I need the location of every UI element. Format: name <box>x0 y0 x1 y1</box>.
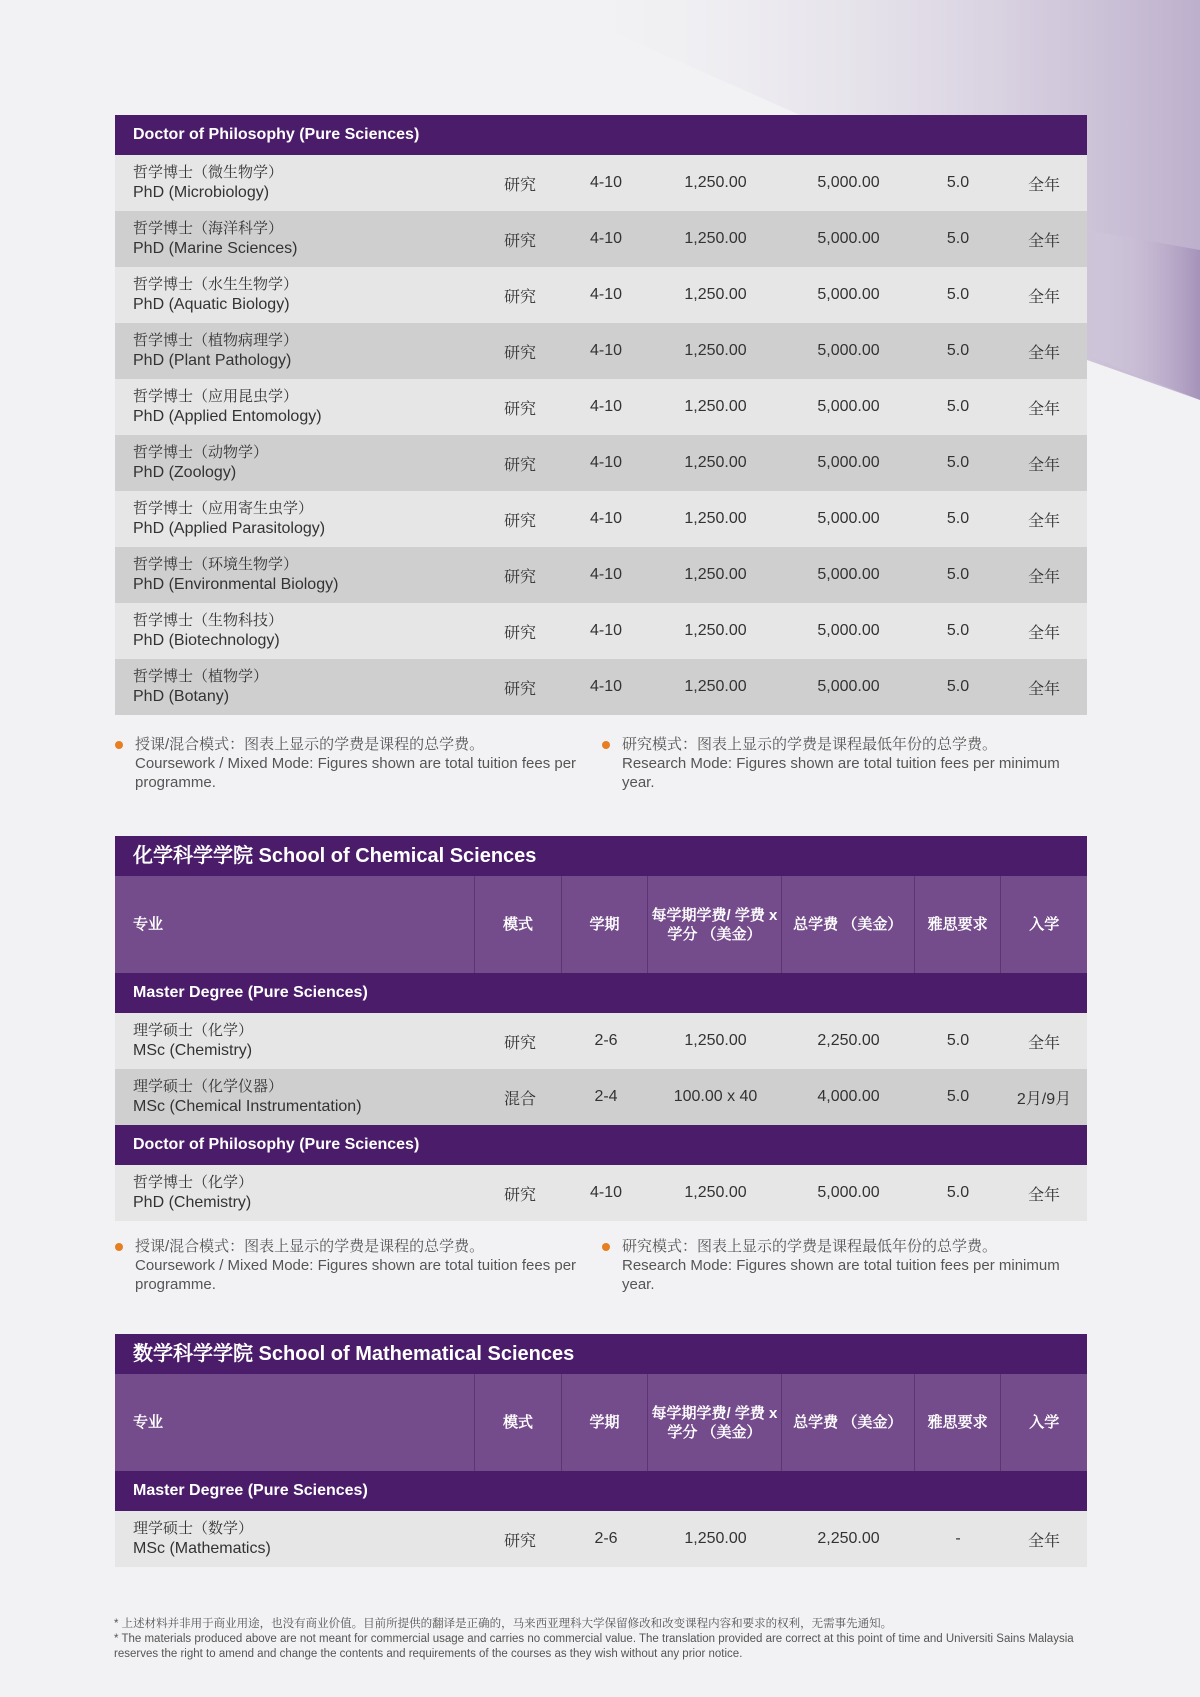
mode-cell: 研究 <box>503 1186 536 1204</box>
programme-name <box>115 155 477 211</box>
mode-cell: 研究 <box>503 400 536 418</box>
coursework-note: 授课/混合模式：图表上显示的学费是课程的总学费。 Coursework / Mixed Mode: Figures shown are total tuition fees per programme. <box>115 735 585 792</box>
programme-name-zh: 哲学博士（微生物学） <box>133 164 284 181</box>
total-fee-cell: 2,250.00 <box>817 1032 880 1049</box>
total-fee-cell: 5,000.00 <box>817 342 880 359</box>
table-row <box>115 1013 1087 1069</box>
term-cell: 4-10 <box>589 678 623 695</box>
term-cell: 4-10 <box>589 1184 623 1201</box>
bullet-icon <box>602 1243 610 1251</box>
programme-name-zh: 理学硕士（化学） <box>133 1022 254 1039</box>
programme-name-en: PhD (Applied Entomology) <box>133 408 322 425</box>
mode-cell: 研究 <box>503 288 536 306</box>
col-header-term: 学期 <box>562 876 649 973</box>
mode-cell: 研究 <box>503 624 536 642</box>
programme-name <box>115 379 477 435</box>
ielts-cell: 5.0 <box>946 230 970 247</box>
bullet-icon <box>115 1243 123 1251</box>
col-header-name: 专业 <box>115 1374 475 1471</box>
fee-cell: 1,250.00 <box>684 174 747 191</box>
programme-name <box>115 1013 477 1069</box>
chemical-sciences-table <box>115 836 1087 1221</box>
table-row <box>115 323 1087 379</box>
programme-name <box>115 1511 477 1567</box>
term-cell: 4-10 <box>589 230 623 247</box>
programme-name-zh: 哲学博士（海洋科学） <box>133 220 284 237</box>
disclaimer-zh: * 上述材料并非用于商业用途，也没有商业价值。目前所提供的翻译是正确的，马来西亚理科大学保留修改和改变课程内容和要求的权利，无需事先通知。 <box>114 1618 893 1630</box>
intake-cell: 全年 <box>1027 680 1060 698</box>
degree-title: Master Degree (Pure Sciences) <box>115 973 1087 1013</box>
term-cell: 2-6 <box>594 1032 618 1049</box>
total-fee-cell: 5,000.00 <box>817 174 880 191</box>
total-fee-cell: 5,000.00 <box>817 286 880 303</box>
programme-name-zh: 哲学博士（应用寄生虫学） <box>133 500 314 517</box>
degree-title: Master Degree (Pure Sciences) <box>115 1471 1087 1511</box>
ielts-cell: 5.0 <box>946 398 970 415</box>
programme-name <box>115 435 477 491</box>
programme-name <box>115 267 477 323</box>
programme-name <box>115 659 477 715</box>
programme-name <box>115 491 477 547</box>
total-fee-cell: 5,000.00 <box>817 1184 880 1201</box>
table-header <box>115 1374 1087 1471</box>
school-title: 化学科学学院 School of Chemical Sciences <box>115 836 1087 876</box>
table-row <box>115 211 1087 267</box>
programme-name <box>115 1165 477 1221</box>
fee-cell: 1,250.00 <box>684 566 747 583</box>
disclaimer-footer <box>114 1617 1094 1662</box>
ielts-cell: 5.0 <box>946 566 970 583</box>
fee-cell: 1,250.00 <box>684 286 747 303</box>
programme-name-zh: 哲学博士（应用昆虫学） <box>133 388 299 405</box>
programme-name-zh: 理学硕士（化学仪器） <box>133 1078 284 1095</box>
fee-cell: 1,250.00 <box>684 678 747 695</box>
term-cell: 4-10 <box>589 622 623 639</box>
fee-cell: 1,250.00 <box>684 342 747 359</box>
coursework-note: 授课/混合模式：图表上显示的学费是课程的总学费。 Coursework / Mixed Mode: Figures shown are total tuition fees per programme. <box>115 1237 585 1294</box>
programme-name-en: PhD (Biotechnology) <box>133 632 280 649</box>
table-row <box>115 603 1087 659</box>
programme-name <box>115 603 477 659</box>
col-header-ielts: 雅思要求 <box>915 1374 1002 1471</box>
mode-cell: 研究 <box>503 344 536 362</box>
programme-name-zh: 哲学博士（植物学） <box>133 668 269 685</box>
total-fee-cell: 5,000.00 <box>817 510 880 527</box>
mode-cell: 研究 <box>503 568 536 586</box>
intake-cell: 全年 <box>1027 176 1060 194</box>
ielts-cell: - <box>955 1530 961 1547</box>
mode-cell: 研究 <box>503 176 536 194</box>
total-fee-cell: 2,250.00 <box>817 1530 880 1547</box>
mode-cell: 研究 <box>503 456 536 474</box>
term-cell: 4-10 <box>589 342 623 359</box>
table-row <box>115 379 1087 435</box>
programme-name <box>115 1069 477 1125</box>
research-note: 研究模式：图表上显示的学费是课程最低年份的总学费。 Research Mode: Figures shown are total tuition fees per minimum year. <box>602 735 1072 792</box>
bullet-icon <box>115 741 123 749</box>
intake-cell: 全年 <box>1027 232 1060 250</box>
degree-title: Doctor of Philosophy (Pure Sciences) <box>115 115 1087 155</box>
ielts-cell: 5.0 <box>946 678 970 695</box>
fee-cell: 1,250.00 <box>684 1032 747 1049</box>
col-header-total: 总学费 （美金） <box>782 876 915 973</box>
table-header <box>115 876 1087 973</box>
table-row <box>115 435 1087 491</box>
programme-name-en: PhD (Aquatic Biology) <box>133 296 290 313</box>
mode-cell: 研究 <box>503 1034 536 1052</box>
programme-name-en: PhD (Chemistry) <box>133 1194 252 1211</box>
intake-cell: 2月/9月 <box>1016 1090 1072 1108</box>
intake-cell: 全年 <box>1027 288 1060 306</box>
fee-cell: 1,250.00 <box>684 1530 747 1547</box>
mode-cell: 研究 <box>503 512 536 530</box>
col-header-total: 总学费 （美金） <box>782 1374 915 1471</box>
programme-name-zh: 哲学博士（动物学） <box>133 444 269 461</box>
programme-name-zh: 哲学博士（化学） <box>133 1174 254 1191</box>
mode-cell: 研究 <box>503 232 536 250</box>
fee-cell: 1,250.00 <box>684 1184 747 1201</box>
programme-name-en: PhD (Plant Pathology) <box>133 352 292 369</box>
ielts-cell: 5.0 <box>946 1184 970 1201</box>
col-header-ielts: 雅思要求 <box>915 876 1002 973</box>
table-row <box>115 267 1087 323</box>
programme-name-en: PhD (Applied Parasitology) <box>133 520 326 537</box>
intake-cell: 全年 <box>1027 400 1060 418</box>
total-fee-cell: 5,000.00 <box>817 678 880 695</box>
term-cell: 4-10 <box>589 510 623 527</box>
bullet-icon <box>602 741 610 749</box>
term-cell: 2-4 <box>594 1088 618 1105</box>
ielts-cell: 5.0 <box>946 622 970 639</box>
ielts-cell: 5.0 <box>946 342 970 359</box>
mode-cell: 混合 <box>503 1090 536 1108</box>
programme-name-zh: 哲学博士（环境生物学） <box>133 556 299 573</box>
term-cell: 4-10 <box>589 398 623 415</box>
table-row <box>115 155 1087 211</box>
fee-cell: 100.00 x 40 <box>673 1088 758 1105</box>
programme-name-zh: 哲学博士（生物科技） <box>133 612 284 629</box>
table-row <box>115 491 1087 547</box>
term-cell: 4-10 <box>589 454 623 471</box>
mode-cell: 研究 <box>503 1532 536 1550</box>
intake-cell: 全年 <box>1027 344 1060 362</box>
fee-cell: 1,250.00 <box>684 622 747 639</box>
table-row <box>115 659 1087 715</box>
col-header-mode: 模式 <box>475 876 562 973</box>
degree-title: Doctor of Philosophy (Pure Sciences) <box>115 1125 1087 1165</box>
ielts-cell: 5.0 <box>946 1088 970 1105</box>
intake-cell: 全年 <box>1027 456 1060 474</box>
fee-cell: 1,250.00 <box>684 230 747 247</box>
col-header-name: 专业 <box>115 876 475 973</box>
research-note: 研究模式：图表上显示的学费是课程最低年份的总学费。 Research Mode: Figures shown are total tuition fees per minimum year. <box>602 1237 1072 1294</box>
intake-cell: 全年 <box>1027 624 1060 642</box>
intake-cell: 全年 <box>1027 1186 1060 1204</box>
term-cell: 4-10 <box>589 174 623 191</box>
col-header-fee: 每学期学费/ 学费 x 学分 （美金） <box>648 1374 781 1471</box>
school-title: 数学科学学院 School of Mathematical Sciences <box>115 1334 1087 1374</box>
intake-cell: 全年 <box>1027 568 1060 586</box>
table-row <box>115 1069 1087 1125</box>
disclaimer-en: * The materials produced above are not meant for commercial usage and carries no commercial value. The translation provided are correct at this point of time and Universiti Sains Malaysia reserves the right to amend and change the contents and requirements of the courses as they wish without any prior notice. <box>114 1633 1074 1660</box>
programme-name-en: MSc (Mathematics) <box>133 1540 271 1557</box>
fee-cell: 1,250.00 <box>684 398 747 415</box>
total-fee-cell: 5,000.00 <box>817 566 880 583</box>
total-fee-cell: 5,000.00 <box>817 454 880 471</box>
ielts-cell: 5.0 <box>946 286 970 303</box>
term-cell: 4-10 <box>589 566 623 583</box>
programme-name-en: PhD (Environmental Biology) <box>133 576 339 593</box>
programme-name <box>115 547 477 603</box>
programme-name <box>115 211 477 267</box>
fee-cell: 1,250.00 <box>684 454 747 471</box>
phd-pure-sciences-table <box>115 115 1087 715</box>
term-cell: 2-6 <box>594 1530 618 1547</box>
intake-cell: 全年 <box>1027 512 1060 530</box>
programme-name-en: PhD (Microbiology) <box>133 184 270 201</box>
fee-notes-1 <box>115 735 1087 792</box>
mathematical-sciences-table <box>115 1334 1087 1567</box>
programme-name-en: PhD (Marine Sciences) <box>133 240 298 257</box>
ielts-cell: 5.0 <box>946 510 970 527</box>
mode-cell: 研究 <box>503 680 536 698</box>
programme-name-zh: 哲学博士（水生生物学） <box>133 276 299 293</box>
programme-name-en: MSc (Chemistry) <box>133 1042 253 1059</box>
fee-notes-2 <box>115 1237 1087 1294</box>
table-row <box>115 547 1087 603</box>
col-header-intake: 入学 <box>1029 1414 1060 1431</box>
programme-name-en: MSc (Chemical Instrumentation) <box>133 1098 362 1115</box>
ielts-cell: 5.0 <box>946 454 970 471</box>
intake-cell: 全年 <box>1027 1034 1060 1052</box>
col-header-mode: 模式 <box>475 1374 562 1471</box>
total-fee-cell: 5,000.00 <box>817 622 880 639</box>
ielts-cell: 5.0 <box>946 174 970 191</box>
total-fee-cell: 5,000.00 <box>817 398 880 415</box>
term-cell: 4-10 <box>589 286 623 303</box>
programme-name <box>115 323 477 379</box>
programme-name-en: PhD (Botany) <box>133 688 230 705</box>
table-row <box>115 1511 1087 1567</box>
intake-cell: 全年 <box>1027 1532 1060 1550</box>
total-fee-cell: 5,000.00 <box>817 230 880 247</box>
programme-name-zh: 哲学博士（植物病理学） <box>133 332 299 349</box>
col-header-intake: 入学 <box>1029 916 1060 933</box>
programme-name-zh: 理学硕士（数学） <box>133 1520 254 1537</box>
col-header-term: 学期 <box>562 1374 649 1471</box>
total-fee-cell: 4,000.00 <box>817 1088 880 1105</box>
col-header-fee: 每学期学费/ 学费 x 学分 （美金） <box>648 876 781 973</box>
ielts-cell: 5.0 <box>946 1032 970 1049</box>
programme-name-en: PhD (Zoology) <box>133 464 237 481</box>
table-row <box>115 1165 1087 1221</box>
fee-cell: 1,250.00 <box>684 510 747 527</box>
